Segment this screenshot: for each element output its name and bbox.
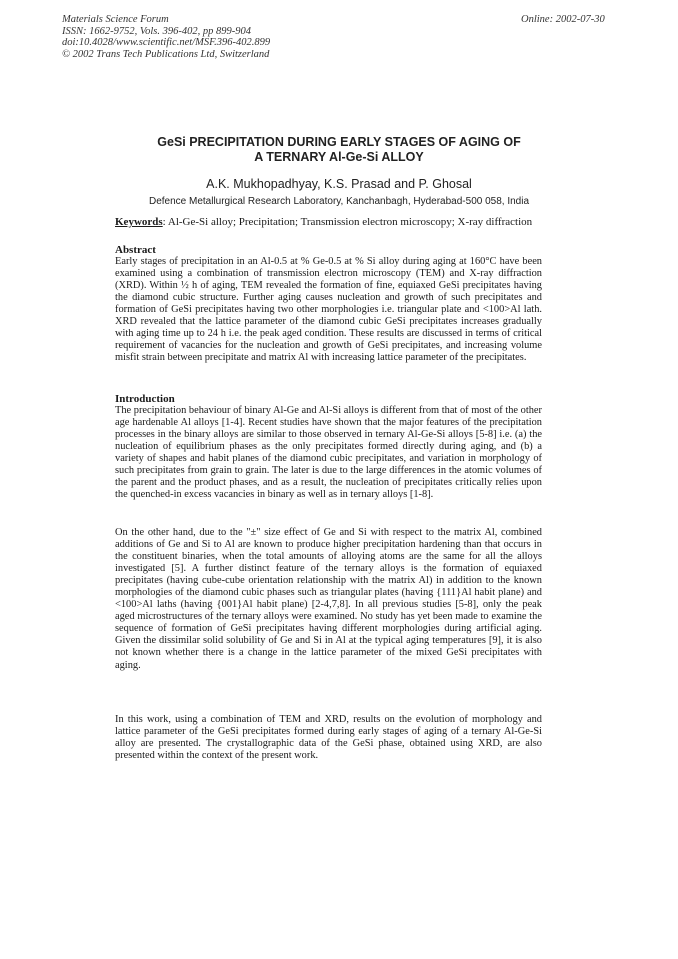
keywords-text: : Al-Ge-Si alloy; Precipitation; Transmission electron microscopy; X-ray diffraction <box>162 216 533 228</box>
abstract-section <box>115 244 542 364</box>
authors: A.K. Mukhopadhyay, K.S. Prasad and P. Ghosal <box>206 177 472 191</box>
abstract-text: Early stages of precipitation in an Al-0.5 at % Ge-0.5 at % Si alloy during aging at 160°C have been examined using a combination of transmission electron microscopy (TEM) and X-ray diffraction (XRD). Within ½ h of aging, TEM revealed the formation of fine, equiaxed GeSi precipitates having the diamond cubic structure. Further aging causes nucleation and growth of such precipitates and formation of GeSi precipitates having two other morphologies i.e. triangular plate and <100>Al lath. XRD revealed that the lattice parameter of the diamond cubic GeSi precipitates increases gradually with aging time up to 24 h i.e. the peak aged condition. These results are discussed in terms of critical requirement of vacancies for the nucleation and growth of GeSi precipitates, and increasing volume misfit strain between precipitate and matrix Al with increasing lattice parameter of the precipitates. <box>115 256 542 364</box>
introduction-paragraph-1: The precipitation behaviour of binary Al-Ge and Al-Si alloys is different from that of most of the other age hardenable Al alloys [1-4]. Recent studies have shown that the major features of the precipitation processes in the binary alloys are similar to those observed in ternary Al-Ge-Si alloys [5-8] i.e. (a) the nucleation of equilibrium phases as the only precipitates formed directly during aging, and (b) a variety of shapes and habit planes of the diamond cubic precipitates, and variation in morphology of such precipitates from grain to grain. The later is due to the large differences in the atomic volumes of the parent and the product phases, and as a result, the nucleation of precipitates critically relies upon the quenched-in excess vacancies in binary as well as in ternary alloys [1-8]. <box>115 405 542 501</box>
title-line-2: A TERNARY Al-Ge-Si ALLOY <box>254 150 424 164</box>
title-line-1: GeSi PRECIPITATION DURING EARLY STAGES OF AGING OF <box>157 135 521 149</box>
introduction-heading: Introduction <box>115 393 175 405</box>
introduction-paragraph-2: On the other hand, due to the "±" size effect of Ge and Si with respect to the matrix Al, combined additions of Ge and Si to Al are known to produce higher precipitation hardening than that occurs in the constituent binaries, when the total amounts of alloying atoms are the same for all the alloys investigated [5]. A further distinct feature of the ternary alloys is the formation of equiaxed precipitates (having cube-cube orientation relationship with the matrix Al) in addition to the known morphologies of the diamond cubic phases such as triangular plates (having {111}Al habit plane) and <100>Al laths (having {001}Al habit plane) [2-4,7,8]. In all previous studies [5-8], only the peak aged microstructures of the ternary alloys were examined. No study has yet been made to examine the sequence of formation of GeSi precipitates having different morphologies during artificial aging. Given the dissimilar solid solubility of Ge and Si in Al at the typical aging temperatures [9], it is also not known whether there is a change in the lattice parameter of the mixed GeSi precipitates with aging. <box>115 527 542 671</box>
keywords-label: Keywords <box>115 216 163 228</box>
journal-name: Materials Science Forum <box>62 14 169 25</box>
online-date: Online: 2002-07-30 <box>521 14 605 25</box>
introduction-section <box>115 393 542 501</box>
introduction-paragraph-3-block <box>115 714 542 762</box>
doi-link[interactable]: doi:10.4028/www.scientific.net/MSF.396-402.899 <box>62 37 271 48</box>
copyright-line: © 2002 Trans Tech Publications Ltd, Switzerland <box>62 48 270 60</box>
introduction-paragraph-3: In this work, using a combination of TEM and XRD, results on the evolution of morphology and lattice parameter of the GeSi precipitates formed during early stages of aging of a ternary Al-Ge-Si alloy are presented. The crystallographic data of the GeSi phase, obtained using XRD, are also presented within the context of the present work. <box>115 714 542 762</box>
issn-line: ISSN: 1662-9752, Vols. 396-402, pp 899-904 <box>62 25 251 37</box>
keywords <box>115 216 545 228</box>
journal-header <box>62 14 270 60</box>
abstract-heading: Abstract <box>115 244 156 256</box>
paper-title <box>100 135 578 165</box>
affiliation: Defence Metallurgical Research Laboratory, Kanchanbagh, Hyderabad-500 058, India <box>148 196 530 207</box>
introduction-paragraph-2-block <box>115 527 542 672</box>
